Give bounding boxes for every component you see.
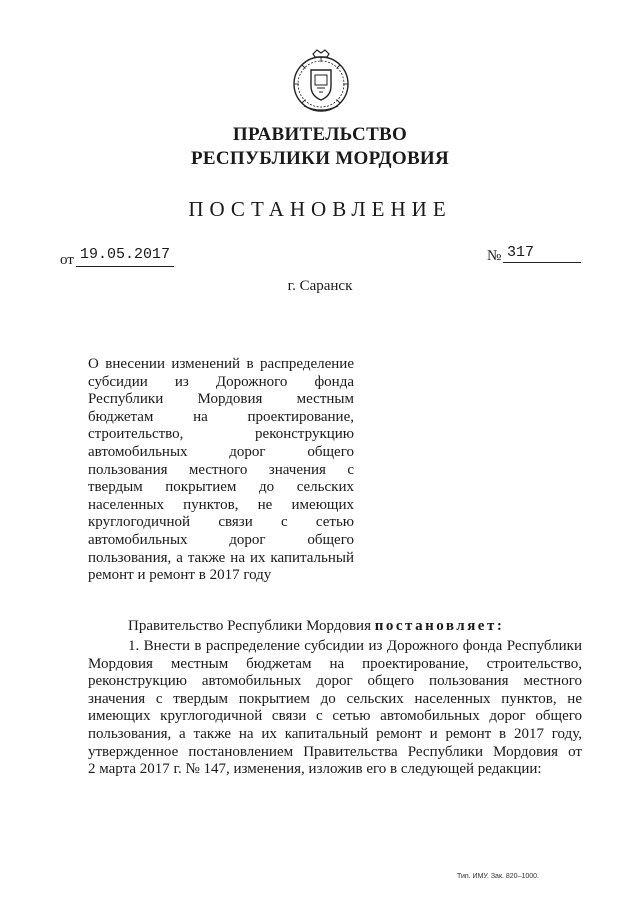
body-line: имеющих круглогодичной связи с сетью автомобильных дорог общего bbox=[88, 708, 582, 725]
body-paragraph-1 bbox=[88, 638, 582, 779]
subject-line: ремонт и ремонт в 2017 году bbox=[88, 567, 272, 584]
body-line: значения с твердым покрытием до сельских населенных пунктов, не bbox=[88, 690, 582, 707]
date-label: от bbox=[60, 252, 74, 268]
number-label: № bbox=[487, 248, 502, 264]
number-value: 317 bbox=[503, 244, 581, 263]
subject-line: пользования местного значения с bbox=[88, 461, 354, 478]
coat-of-arms-emblem bbox=[286, 48, 356, 116]
subject-line: твердым покрытием до сельских bbox=[88, 479, 354, 496]
body-line: 2 марта 2017 г. № 147, изменения, изложив его в следующей редакции: bbox=[88, 761, 542, 778]
print-footer: Тип. ИМУ. Зак. 820–1000. bbox=[457, 873, 539, 880]
document-subject bbox=[88, 356, 354, 585]
subject-line: строительство, реконструкцию bbox=[88, 426, 354, 443]
subject-line: субсидии из Дорожного фонда bbox=[88, 373, 354, 390]
body-line: реконструкцию автомобильных дорог общего пользования местного bbox=[88, 673, 582, 690]
city: г. Саранск bbox=[287, 278, 353, 294]
subject-line: О внесении изменений в распределение bbox=[88, 356, 354, 372]
subject-line: круглогодичной связи с сетью bbox=[88, 514, 354, 531]
body-line: утвержденное постановлением Правительства Республики Мордовия от bbox=[88, 743, 582, 760]
date-value: 19.05.2017 bbox=[76, 246, 174, 267]
body-line: пользования, а также на их капитальный ремонт и ремонт в 2017 году, bbox=[88, 725, 582, 742]
subject-line: автомобильных дорог общего bbox=[88, 443, 354, 460]
preamble-emphasis: постановляет: bbox=[374, 618, 505, 634]
body-line: 1. Внести в распределение субсидии из Дорожного фонда Республики bbox=[128, 638, 582, 654]
preamble-text: Правительство Республики Мордовия bbox=[128, 618, 375, 634]
organization-name-line1: ПРАВИТЕЛЬСТВО bbox=[232, 124, 408, 145]
organization-name-line2: РЕСПУБЛИКИ МОРДОВИЯ bbox=[190, 148, 450, 169]
subject-line: автомобильных дорог общего bbox=[88, 531, 354, 548]
preamble bbox=[128, 618, 504, 635]
body-line: Мордовия местным бюджетам на проектирование, строительство, bbox=[88, 655, 582, 672]
subject-line: Республики Мордовия местным bbox=[88, 391, 354, 408]
subject-line: населенных пунктов, не имеющих bbox=[88, 496, 354, 513]
subject-line: бюджетам на проектирование, bbox=[88, 408, 354, 425]
document-type-title: ПОСТАНОВЛЕНИЕ bbox=[188, 197, 452, 221]
subject-line: пользования, а также на их капитальный bbox=[88, 549, 354, 566]
